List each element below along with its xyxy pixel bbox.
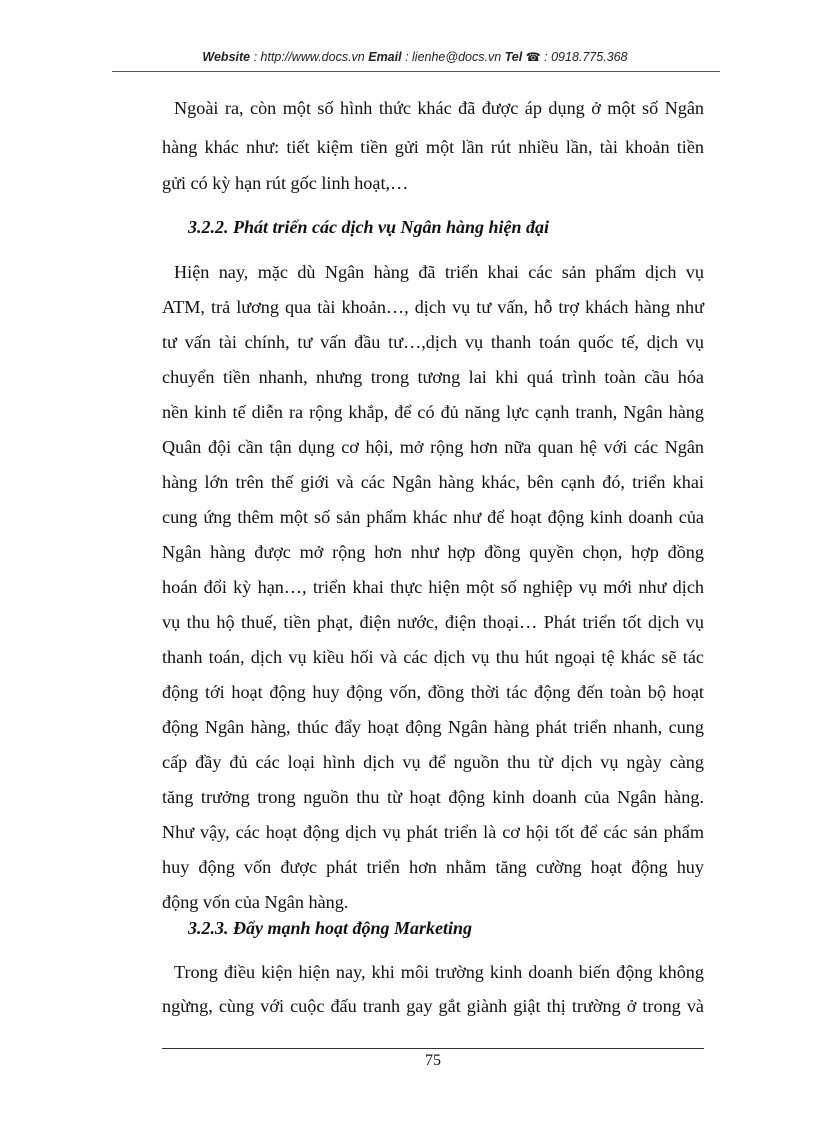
body-line: động tới hoạt động huy động vốn, đồng thời tác động đến toàn bộ hoạt <box>162 682 704 702</box>
email-label: Email <box>368 50 402 64</box>
body-line: nền kinh tế diễn ra rộng khắp, để có đủ năng lực cạnh tranh, Ngân hàng <box>162 402 704 422</box>
phone-icon: ☎ <box>525 50 541 64</box>
email-separator: : <box>401 50 413 64</box>
website-label: Website <box>202 50 251 64</box>
body-line: động vốn của Ngân hàng. <box>162 892 349 912</box>
footer-divider <box>162 1048 704 1049</box>
body-line: chuyển tiền nhanh, nhưng trong tương lai khi quá trình toàn cầu hóa <box>162 367 704 387</box>
intro-line: gửi có kỳ hạn rút gốc linh hoạt,… <box>162 173 409 193</box>
body-line: Như vậy, các hoạt động dịch vụ phát triển là cơ hội tốt để các sản phẩm <box>162 822 704 842</box>
body-line: Trong điều kiện hiện nay, khi môi trường kinh doanh biến động không <box>174 962 704 982</box>
intro-line: hàng khác như: tiết kiệm tiền gửi một lần rút nhiều lần, tài khoản tiền <box>162 137 704 157</box>
body-line: hoán đổi kỳ hạn…, triển khai thực hiện một số nghiệp vụ mới như dịch <box>162 577 704 597</box>
body-line: ngừng, cùng với cuộc đấu tranh gay gắt giành giật thị trường ở trong và <box>162 996 704 1016</box>
body-line: cấp đầy đủ các loại hình dịch vụ để nguồn thu từ dịch vụ ngày càng <box>162 752 704 772</box>
body-line: huy động vốn được phát triển hơn nhằm tăng cường hoạt động huy <box>162 857 704 877</box>
body-line: cung ứng thêm một số sản phẩm khác như để hoạt động kinh doanh của <box>162 507 704 527</box>
header-divider <box>112 71 720 72</box>
body-line: động Ngân hàng, thúc đẩy hoạt động Ngân hàng phát triển nhanh, cung <box>162 717 704 737</box>
body-line: Quân đội cần tận dụng cơ hội, mở rộng hơn nữa quan hệ với các Ngân <box>162 437 704 457</box>
body-line: hàng lớn trên thế giới và các Ngân hàng khác, bên cạnh đó, triển khai <box>162 472 704 492</box>
page-header <box>110 50 720 70</box>
tel-value: : 0918.775.368 <box>540 50 628 64</box>
page-number: 75 <box>425 1052 441 1069</box>
body-line: vụ thu hộ thuế, tiền phạt, điện nước, điện thoại… Phát triển tốt dịch vụ <box>162 612 704 632</box>
section-heading-3-2-3: 3.2.3. Đẩy mạnh hoạt động Marketing <box>188 918 473 938</box>
website-link[interactable]: http://www.docs.vn <box>260 50 365 64</box>
body-line: tư vấn tài chính, tư vấn đầu tư…,dịch vụ thanh toán quốc tế, dịch vụ <box>162 332 704 352</box>
body-line: thanh toán, dịch vụ kiều hối và các dịch vụ thu hút ngoại tệ khác sẽ tác <box>162 647 704 667</box>
body-line: tăng trưởng trong nguồn thu từ hoạt động kinh doanh của Ngân hàng. <box>162 787 704 807</box>
section-heading-3-2-2: 3.2.2. Phát triển các dịch vụ Ngân hàng hiện đại <box>188 217 550 237</box>
body-line: ATM, trả lương qua tài khoản…, dịch vụ tư vấn, hỗ trợ khách hàng như <box>162 297 704 317</box>
website-separator: : <box>250 50 261 64</box>
tel-label: Tel <box>504 50 523 64</box>
body-line: Hiện nay, mặc dù Ngân hàng đã triển khai các sản phẩm dịch vụ <box>174 262 704 282</box>
intro-line: Ngoài ra, còn một số hình thức khác đã được áp dụng ở một số Ngân <box>174 98 704 118</box>
email-link[interactable]: lienhe@docs.vn <box>412 50 502 64</box>
body-line: Ngân hàng được mở rộng hơn như hợp đồng quyền chọn, hợp đồng <box>162 542 704 562</box>
